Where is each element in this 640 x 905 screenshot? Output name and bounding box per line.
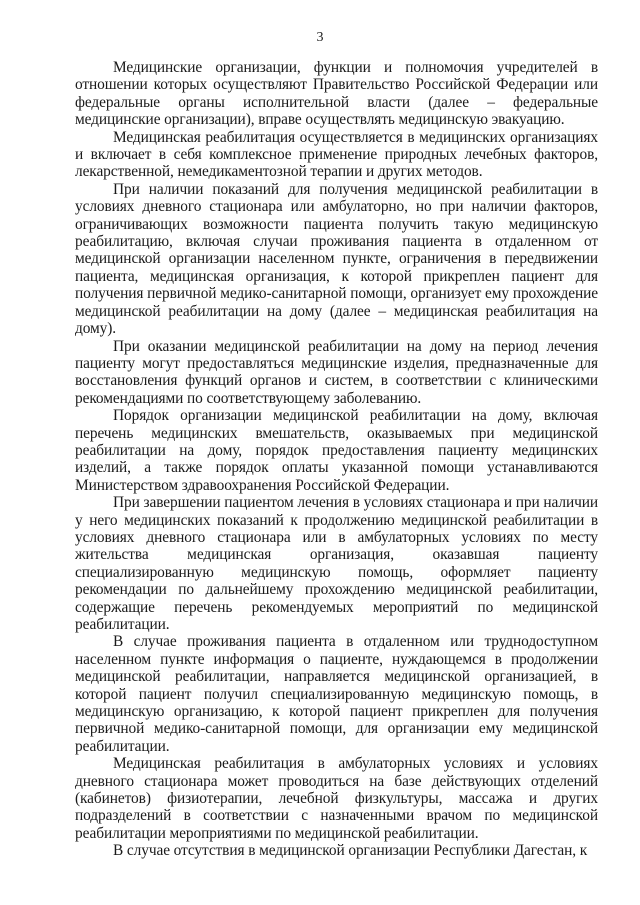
page-number: 3 — [316, 30, 324, 45]
paragraph-9: В случае отсутствия в медицинской организации Республики Дагестан, к — [113, 842, 588, 860]
paragraph-4: При оказании медицинской реабилитации на дому на период лечения пациенту могут предоставляться медицинские изделия, предназначенные для восстановления функций органов и систем, в соответствии с клиническими рекомендациями по соответствующему заболеванию. — [75, 337, 598, 407]
paragraph-3: При наличии показаний для получения медицинской реабилитации в условиях дневного стационара или амбулаторно, но при наличии факторов, ограничивающих возможности пациента получить такую медицинскую реабилитацию, включая случаи проживания пациента в отдаленном от медицинской организации населенном пункте, ограничения в передвижении пациента, медицинская организация, к которой прикреплен пациент для получения первичной медико-санитарной помощи, организует ему прохождение медицинской реабилитации на дому (далее – медицинская реабилитация на дому). — [75, 180, 598, 338]
body-text — [75, 59, 598, 860]
paragraph-1: Медицинские организации, функции и полномочия учредителей в отношении которых осуществляют Правительство Российской Федерации или федеральные органы исполнительной власти (далее – федеральные медицинские организации), вправе осуществлять медицинскую эвакуацию. — [75, 59, 598, 129]
paragraph-5: Порядок организации медицинской реабилитации на дому, включая перечень медицинских вмешательств, оказываемых при медицинской реабилитации на дому, порядок предоставления пациенту медицинских изделий, а также порядок оплаты указанной помощи устанавливаются Министерством здравоохранения Российской Федерации. — [75, 407, 598, 494]
paragraph-7: В случае проживания пациента в отдаленном или труднодоступном населенном пункте информация о пациенте, нуждающемся в продолжении медицинской реабилитации, направляется медицинской организацией, в которой пациент получил специализированную медицинскую помощь, в медицинскую организацию, к которой пациент прикреплен для получения первичной медико-санитарной помощи, для организации ему медицинской реабилитации. — [75, 633, 598, 755]
paragraph-2: Медицинская реабилитация осуществляется в медицинских организациях и включает в себя комплексное применение природных лечебных факторов, лекарственной, немедикаментозной терапии и других методов. — [75, 128, 598, 181]
paragraph-6: При завершении пациентом лечения в условиях стационара и при наличии у него медицинских показаний к продолжению медицинской реабилитации в условиях дневного стационара или в амбулаторных условиях по месту жительства медицинская организация, оказавшая пациенту специализированную медицинскую помощь, оформляет пациенту рекомендации по дальнейшему прохождению медицинской реабилитации, содержащие перечень рекомендуемых мероприятий по медицинской реабилитации. — [75, 494, 598, 633]
paragraph-8: Медицинская реабилитация в амбулаторных условиях и условиях дневного стационара может проводиться на базе действующих отделений (кабинетов) физиотерапии, лечебной физкультуры, массажа и других подразделений в соответствии с назначенными врачом по медицинской реабилитации мероприятиями по медицинской реабилитации. — [75, 755, 598, 842]
